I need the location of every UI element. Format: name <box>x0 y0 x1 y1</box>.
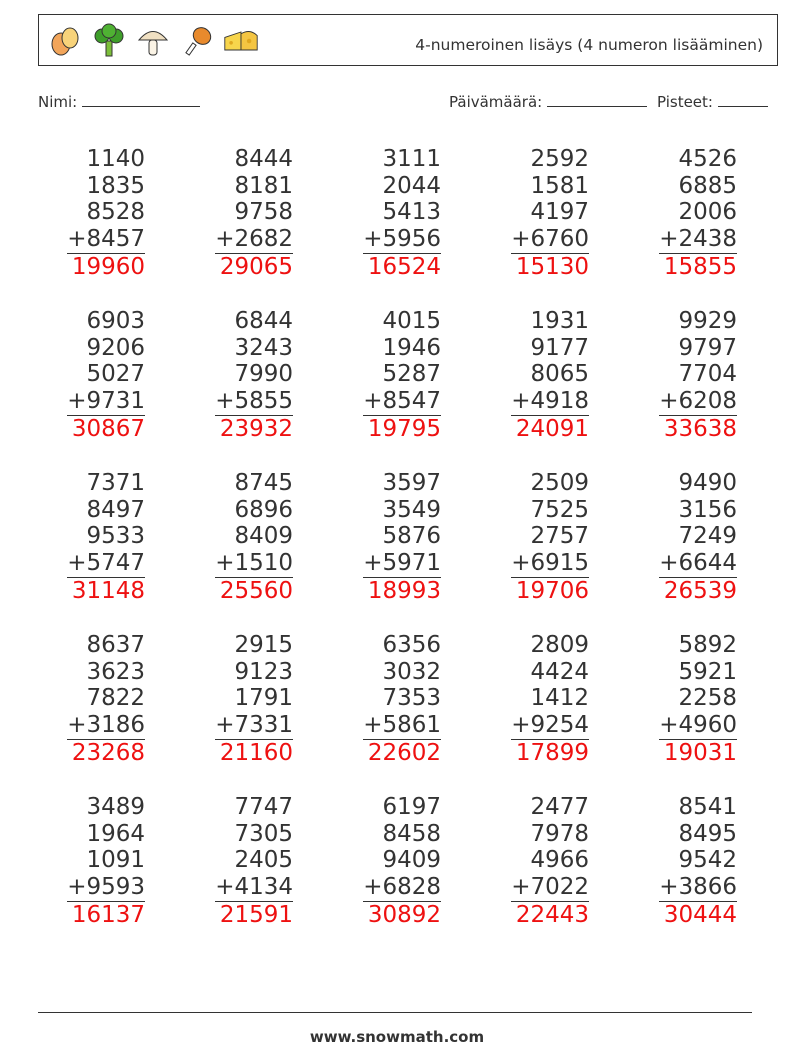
addend-with-plus: +5861 <box>363 712 441 739</box>
addend: 7704 <box>678 361 737 388</box>
addend: 6197 <box>382 794 441 820</box>
last-addend-row <box>627 712 737 740</box>
addend: 7747 <box>234 794 293 820</box>
addend-with-plus: +6644 <box>659 550 737 577</box>
addend: 3489 <box>86 794 145 820</box>
answer: 31148 <box>71 577 145 604</box>
answer: 19031 <box>663 739 737 766</box>
addend: 4526 <box>678 146 737 172</box>
addition-problem <box>331 794 441 929</box>
answer: 30892 <box>367 901 441 928</box>
date-field[interactable] <box>449 92 647 111</box>
answer: 23932 <box>219 415 293 442</box>
addend: 4966 <box>530 847 589 874</box>
addition-problem <box>183 308 293 443</box>
answer: 19706 <box>515 577 589 604</box>
addend: 6885 <box>678 172 737 199</box>
addend-with-plus: +5956 <box>363 226 441 253</box>
addend: 3623 <box>86 658 145 685</box>
addend-with-plus: +8457 <box>67 226 145 253</box>
addend: 7822 <box>86 685 145 712</box>
last-addend-row <box>331 712 441 740</box>
addend: 2006 <box>678 199 737 226</box>
answer: 19960 <box>71 253 145 280</box>
addend: 9177 <box>530 334 589 361</box>
last-addend-row <box>331 550 441 578</box>
addend: 2592 <box>530 146 589 172</box>
addend: 1931 <box>530 308 589 334</box>
addition-problem <box>479 794 589 929</box>
addend: 9533 <box>86 523 145 550</box>
name-label: Nimi: <box>38 93 78 111</box>
last-addend-row <box>479 550 589 578</box>
addend-with-plus: +9254 <box>511 712 589 739</box>
last-addend-row <box>35 226 145 254</box>
addend-with-plus: +2682 <box>215 226 293 253</box>
addend: 3032 <box>382 658 441 685</box>
addition-problem <box>35 470 145 605</box>
addend-with-plus: +7331 <box>215 712 293 739</box>
addend: 3597 <box>382 470 441 496</box>
date-label: Päivämäärä: <box>449 93 543 111</box>
addition-problem <box>183 146 293 281</box>
addend: 2044 <box>382 172 441 199</box>
addend: 9542 <box>678 847 737 874</box>
addition-problem <box>479 632 589 767</box>
last-addend-row <box>627 550 737 578</box>
addend: 7371 <box>86 470 145 496</box>
addend: 4197 <box>530 199 589 226</box>
answer: 15855 <box>663 253 737 280</box>
last-addend-row <box>479 874 589 902</box>
addition-problem <box>331 146 441 281</box>
addend: 8637 <box>86 632 145 658</box>
addend: 1140 <box>86 146 145 172</box>
addend: 8458 <box>382 820 441 847</box>
addend-with-plus: +5971 <box>363 550 441 577</box>
answer: 22443 <box>515 901 589 928</box>
mushroom-icon <box>135 23 171 59</box>
date-blank[interactable] <box>547 92 647 107</box>
answer: 15130 <box>515 253 589 280</box>
addend: 5413 <box>382 199 441 226</box>
chicken-leg-icon <box>179 23 215 59</box>
addition-problem <box>627 632 737 767</box>
addition-problem <box>35 308 145 443</box>
addend: 2258 <box>678 685 737 712</box>
addend: 7249 <box>678 523 737 550</box>
footer-divider <box>38 1012 752 1013</box>
addend: 1946 <box>382 334 441 361</box>
addition-problem <box>183 794 293 929</box>
answer: 22602 <box>367 739 441 766</box>
addend-with-plus: +9593 <box>67 874 145 901</box>
addend-with-plus: +5855 <box>215 388 293 415</box>
score-label: Pisteet: <box>657 93 713 111</box>
addend: 1964 <box>86 820 145 847</box>
addend: 3243 <box>234 334 293 361</box>
addition-problem <box>627 308 737 443</box>
last-addend-row <box>35 874 145 902</box>
addend: 8497 <box>86 496 145 523</box>
addend-with-plus: +6828 <box>363 874 441 901</box>
addition-problem <box>479 470 589 605</box>
name-blank[interactable] <box>82 92 200 107</box>
addend-with-plus: +8547 <box>363 388 441 415</box>
addend: 8745 <box>234 470 293 496</box>
answer: 25560 <box>219 577 293 604</box>
addend: 6896 <box>234 496 293 523</box>
addend-with-plus: +1510 <box>215 550 293 577</box>
addition-problem <box>627 146 737 281</box>
answer: 18993 <box>367 577 441 604</box>
answer: 16137 <box>71 901 145 928</box>
addend-with-plus: +6915 <box>511 550 589 577</box>
addend-with-plus: +4960 <box>659 712 737 739</box>
addition-problem <box>35 794 145 929</box>
addition-problem <box>331 632 441 767</box>
answer: 19795 <box>367 415 441 442</box>
addend: 1412 <box>530 685 589 712</box>
addend: 7978 <box>530 820 589 847</box>
answer: 23268 <box>71 739 145 766</box>
addend: 1091 <box>86 847 145 874</box>
answer: 24091 <box>515 415 589 442</box>
addition-problem <box>183 632 293 767</box>
answer: 30444 <box>663 901 737 928</box>
last-addend-row <box>183 226 293 254</box>
last-addend-row <box>35 388 145 416</box>
addend: 7525 <box>530 496 589 523</box>
addend: 9797 <box>678 334 737 361</box>
answer: 21591 <box>219 901 293 928</box>
addend: 2405 <box>234 847 293 874</box>
last-addend-row <box>627 388 737 416</box>
addend: 6356 <box>382 632 441 658</box>
addend-with-plus: +5747 <box>67 550 145 577</box>
addend: 3111 <box>382 146 441 172</box>
addend: 8528 <box>86 199 145 226</box>
addition-problem <box>35 632 145 767</box>
last-addend-row <box>479 226 589 254</box>
addend: 9206 <box>86 334 145 361</box>
answer: 17899 <box>515 739 589 766</box>
addend: 2915 <box>234 632 293 658</box>
addend: 5027 <box>86 361 145 388</box>
addend: 5287 <box>382 361 441 388</box>
addend: 9929 <box>678 308 737 334</box>
last-addend-row <box>183 712 293 740</box>
addend: 1581 <box>530 172 589 199</box>
addend: 5892 <box>678 632 737 658</box>
addend: 9490 <box>678 470 737 496</box>
addend-with-plus: +4918 <box>511 388 589 415</box>
last-addend-row <box>183 874 293 902</box>
addend: 2809 <box>530 632 589 658</box>
addend-with-plus: +3866 <box>659 874 737 901</box>
name-field[interactable] <box>38 92 200 111</box>
score-blank[interactable] <box>718 92 768 107</box>
answer: 26539 <box>663 577 737 604</box>
addend: 7353 <box>382 685 441 712</box>
addend: 4015 <box>382 308 441 334</box>
addend: 3156 <box>678 496 737 523</box>
addend-with-plus: +4134 <box>215 874 293 901</box>
last-addend-row <box>479 712 589 740</box>
addition-problem <box>331 308 441 443</box>
answer: 29065 <box>219 253 293 280</box>
last-addend-row <box>35 550 145 578</box>
addend: 7305 <box>234 820 293 847</box>
eggs-icon <box>47 23 83 59</box>
last-addend-row <box>183 388 293 416</box>
addition-problem <box>183 470 293 605</box>
addend: 7990 <box>234 361 293 388</box>
last-addend-row <box>479 388 589 416</box>
addend: 1791 <box>234 685 293 712</box>
answer: 21160 <box>219 739 293 766</box>
cheese-icon <box>223 23 259 59</box>
broccoli-icon <box>91 23 127 59</box>
last-addend-row <box>35 712 145 740</box>
score-field[interactable] <box>657 92 768 111</box>
addend-with-plus: +3186 <box>67 712 145 739</box>
addend: 9758 <box>234 199 293 226</box>
addition-problem <box>627 470 737 605</box>
addend-with-plus: +2438 <box>659 226 737 253</box>
addition-problem <box>331 470 441 605</box>
addend: 9123 <box>234 658 293 685</box>
addend: 5876 <box>382 523 441 550</box>
addend-with-plus: +6760 <box>511 226 589 253</box>
last-addend-row <box>331 874 441 902</box>
addend: 2757 <box>530 523 589 550</box>
addend: 2477 <box>530 794 589 820</box>
last-addend-row <box>331 388 441 416</box>
last-addend-row <box>183 550 293 578</box>
addend: 8181 <box>234 172 293 199</box>
addition-problem <box>35 146 145 281</box>
addend: 8541 <box>678 794 737 820</box>
addend-with-plus: +9731 <box>67 388 145 415</box>
addend: 8409 <box>234 523 293 550</box>
answer: 33638 <box>663 415 737 442</box>
footer-url: www.snowmath.com <box>309 1028 485 1046</box>
addend: 6903 <box>86 308 145 334</box>
addend: 8444 <box>234 146 293 172</box>
worksheet-title: 4-numeroinen lisäys (4 numeron lisääminen) <box>415 36 763 54</box>
addend: 4424 <box>530 658 589 685</box>
answer: 30867 <box>71 415 145 442</box>
addend: 6844 <box>234 308 293 334</box>
addition-problem <box>479 308 589 443</box>
answer: 16524 <box>367 253 441 280</box>
addend: 5921 <box>678 658 737 685</box>
addend: 8065 <box>530 361 589 388</box>
last-addend-row <box>627 226 737 254</box>
addend: 1835 <box>86 172 145 199</box>
worksheet-header <box>38 14 778 66</box>
last-addend-row <box>627 874 737 902</box>
addend: 8495 <box>678 820 737 847</box>
food-icons <box>47 21 259 61</box>
addend: 9409 <box>382 847 441 874</box>
last-addend-row <box>331 226 441 254</box>
addend: 3549 <box>382 496 441 523</box>
addend-with-plus: +7022 <box>511 874 589 901</box>
addition-problem <box>627 794 737 929</box>
addend: 2509 <box>530 470 589 496</box>
addend-with-plus: +6208 <box>659 388 737 415</box>
addition-problem <box>479 146 589 281</box>
